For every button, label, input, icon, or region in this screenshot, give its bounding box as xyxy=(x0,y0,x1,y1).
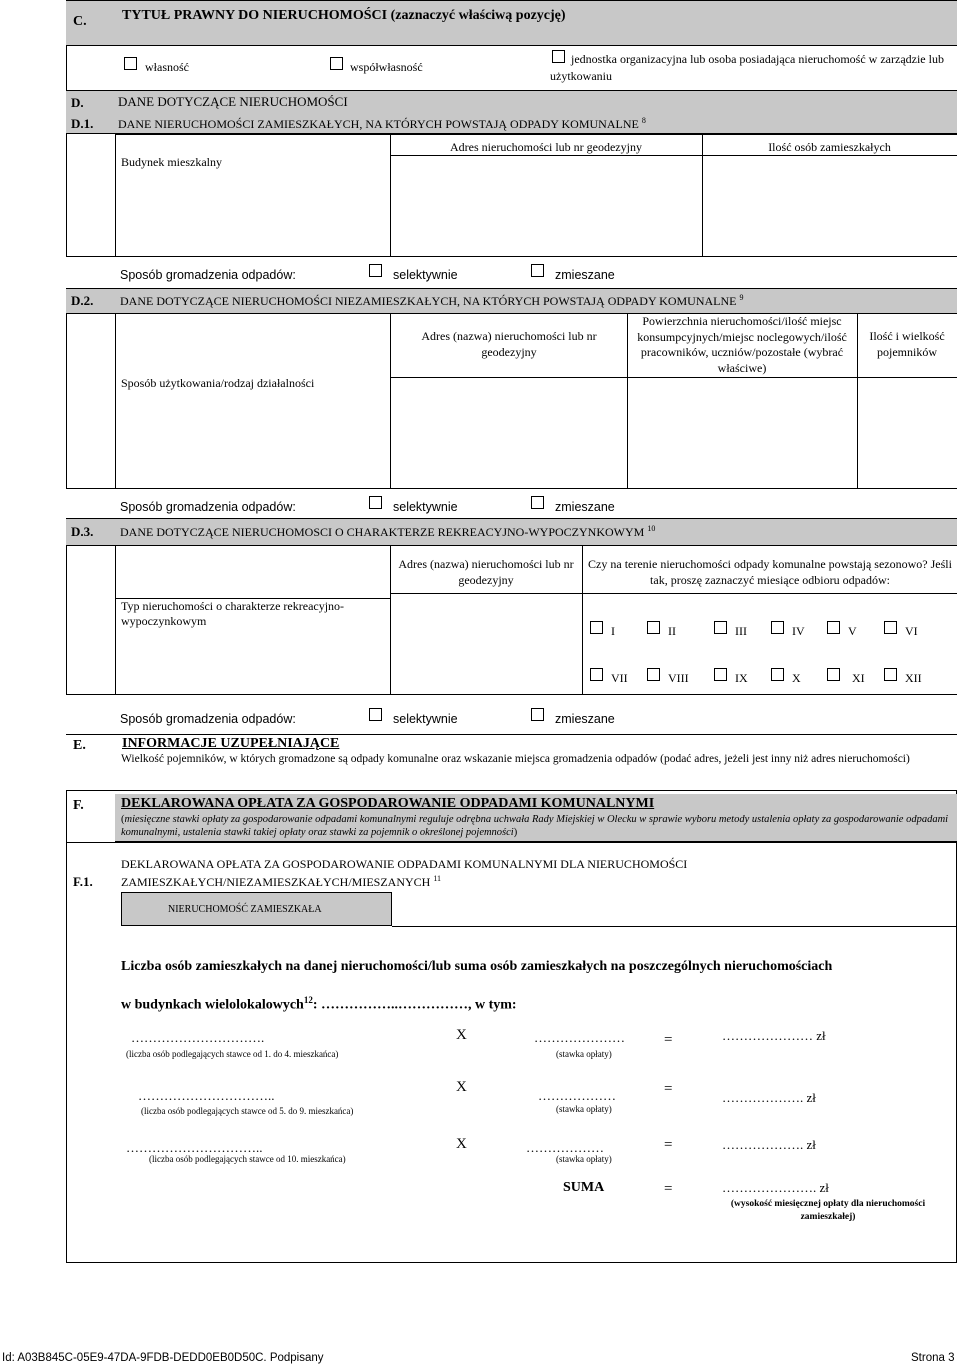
month-x-checkbox[interactable] xyxy=(771,668,784,681)
calc-row-2-equals: = xyxy=(664,1081,673,1097)
sum-note: (wysokość miesięcznej opłaty dla nieruchomości zamieszkałej) xyxy=(730,1199,926,1222)
section-d-title: DANE DOTYCZĄCE NIERUCHOMOŚCI xyxy=(118,94,348,109)
section-e-text: Wielkość pojemników, w których gromadzone są odpady komunalne oraz wskazanie miejsca gromadzenia odpadów (podać adres, jeżeli jest inny niż adres nieruchomości) xyxy=(121,753,910,765)
month-iii-checkbox[interactable] xyxy=(714,621,727,634)
persons-line-2: w budynkach wielolokalowych$^{12}$: ……………..……………, w tym: xyxy=(121,995,517,1013)
section-f-title: DEKLAROWANA OPŁATA ZA GOSPODAROWANIE ODPADAMI KOMUNALNYMI xyxy=(121,796,655,811)
section-f1-title-2: ZAMIESZKAŁYCH/NIEZAMIESZKAŁYCH/MIESZANYCH $^{11}$ xyxy=(121,874,442,889)
co-ownership-checkbox[interactable] xyxy=(330,57,343,70)
month-ii-checkbox[interactable] xyxy=(647,621,660,634)
section-d1-title: DANE NIERUCHOMOŚCI ZAMIESZKAŁYCH, NA KTÓRYCH POWSTAJĄ ODPADY KOMUNALNE $^8$ xyxy=(118,116,646,131)
tab-line xyxy=(392,926,957,927)
month-viii-checkbox[interactable] xyxy=(647,668,660,681)
frame-bottom xyxy=(66,1262,957,1263)
month-xi-checkbox[interactable] xyxy=(827,668,840,681)
d2-collection-label: Sposób gromadzenia odpadów: xyxy=(120,500,296,514)
section-f-code: F. xyxy=(73,798,84,813)
management-label: jednostka organizacyjna lub osoba posiadająca nieruchomość w zarządzie lub użytkowaniu xyxy=(550,52,944,83)
ownership-checkbox[interactable] xyxy=(124,57,137,70)
calc-row-1-persons[interactable]: …………………………. xyxy=(131,1030,265,1045)
d3-mixed-checkbox[interactable] xyxy=(531,708,544,721)
section-d3-code: D.3. xyxy=(71,524,94,539)
d1-mixed-checkbox[interactable] xyxy=(531,264,544,277)
d3-mixed-label: zmieszane xyxy=(555,712,615,726)
footer-id: Id: A03B845C-05E9-47DA-9FDB-DEDD0EB0D50C. Podpisany xyxy=(2,1352,324,1364)
d2-col-area: Powierzchnia nieruchomości/ilość miejsc konsumpcyjnych/miejsc noclegowych/ilość pracowników, uczniów/pozostałe (wybrać właściwe) xyxy=(637,314,847,375)
d1-col-address: Adres nieruchomości lub nr geodezyjny xyxy=(450,140,642,154)
section-e-bottom xyxy=(66,790,957,791)
section-c-title: TYTUŁ PRAWNY DO NIERUCHOMOŚCI (zaznaczyć właściwą pozycję) xyxy=(122,8,566,23)
calc-row-3-persons-label: (liczba osób podlegających stawce od 10. mieszkańca) xyxy=(149,1154,346,1164)
calc-row-1-persons-label: (liczba osób podlegających stawce od 1. do 4. mieszkańca) xyxy=(126,1049,339,1059)
footer-page: Strona 3 xyxy=(911,1352,955,1364)
month-iv-checkbox[interactable] xyxy=(771,621,784,634)
d3-col-address: Adres (nazwa) nieruchomości lub nr geodezyjny xyxy=(398,557,574,587)
calc-row-1-rate-label: (stawka opłaty) xyxy=(556,1049,612,1059)
calc-row-2-persons-label: (liczba osób podlegających stawce od 5. do 9. mieszkańca) xyxy=(141,1106,354,1116)
calc-row-1-result[interactable]: ………………… zł xyxy=(722,1028,826,1043)
calc-row-3-rate-label: (stawka opłaty) xyxy=(556,1154,612,1164)
d2-selective-label: selektywnie xyxy=(393,500,458,514)
month-ix-checkbox[interactable] xyxy=(714,668,727,681)
month-vii-checkbox[interactable] xyxy=(590,668,603,681)
sum-label: SUMA xyxy=(563,1180,605,1195)
persons-line-1: Liczba osób zamieszkałych na danej nieruchomości/lub suma osób zamieszkałych na poszczególnych nieruchomościach xyxy=(121,959,833,974)
d1-collection-label: Sposób gromadzenia odpadów: xyxy=(120,268,296,282)
month-iii-label: III xyxy=(735,624,747,638)
section-e-title: INFORMACJE UZUPEŁNIAJĄCE xyxy=(122,736,340,751)
month-v-checkbox[interactable] xyxy=(827,621,840,634)
section-c-code: C. xyxy=(73,14,87,29)
d1-col-persons: Ilość osób zamieszkałych xyxy=(768,140,891,154)
d2-col-address: Adres (nazwa) nieruchomości lub nr geodezyjny xyxy=(421,329,597,359)
calc-row-3-equals: = xyxy=(664,1137,673,1153)
tab-inhabited-label: NIERUCHOMOŚĆ ZAMIESZKAŁA xyxy=(168,904,322,915)
calc-row-2-result[interactable]: ………………. zł xyxy=(722,1090,816,1105)
section-f-note: (miesięczne stawki opłaty za gospodarowanie odpadami komunalnymi reguluje odrębna uchwała Rady Miejskiej w Olecku w sprawie wyboru metody ustalenia opłaty za gospodarowanie odpadami komunalnymi, ustalenia stawki takiej opłaty oraz stawki za pojemnik o określonej pojemności) xyxy=(121,814,949,838)
section-d1-code: D.1. xyxy=(71,116,94,131)
section-f1-top xyxy=(66,842,957,843)
month-ix-label: IX xyxy=(735,671,748,685)
frame-left xyxy=(66,0,67,1262)
d3-col-seasonal: Czy na terenie nieruchomości odpady komunalne powstają sezonowo? Jeśli tak, proszę zaznaczyć miesiące odbioru odpadów: xyxy=(588,557,952,587)
month-i-checkbox[interactable] xyxy=(590,621,603,634)
month-vi-checkbox[interactable] xyxy=(884,621,897,634)
month-vi-label: VI xyxy=(905,624,918,638)
co-ownership-label: współwłasność xyxy=(350,60,423,74)
month-viii-label: VIII xyxy=(668,671,689,685)
calc-row-1-times: X xyxy=(456,1027,467,1043)
calc-row-2-times: X xyxy=(456,1079,467,1095)
calc-row-3-persons[interactable]: ………………………….. xyxy=(126,1140,263,1155)
d3-col-type: Typ nieruchomości o charakterze rekreacyjno-wypoczynkowym xyxy=(121,599,345,628)
d2-mixed-label: zmieszane xyxy=(555,500,615,514)
calc-row-3-result[interactable]: ………………. zł xyxy=(722,1137,816,1152)
d1-col-building: Budynek mieszkalny xyxy=(121,155,222,169)
d3-selective-label: selektywnie xyxy=(393,712,458,726)
d3-collection-label: Sposób gromadzenia odpadów: xyxy=(120,712,296,726)
d3-selective-checkbox[interactable] xyxy=(369,708,382,721)
month-xii-label: XII xyxy=(905,671,922,685)
d1-mixed-label: zmieszane xyxy=(555,268,615,282)
calc-row-2-rate[interactable]: ……………… xyxy=(538,1088,616,1103)
section-d2-title: DANE DOTYCZĄCE NIERUCHOMOŚCI NIEZAMIESZKAŁYCH, NA KTÓRYCH POWSTAJĄ ODPADY KOMUNALNE $^9$ xyxy=(120,293,744,308)
month-ii-label: II xyxy=(668,624,676,638)
month-v-label: V xyxy=(848,624,857,638)
calc-row-3-rate[interactable]: ……………… xyxy=(526,1140,604,1155)
sum-equals: = xyxy=(664,1181,673,1197)
section-e-code: E. xyxy=(73,738,86,753)
section-f1-code: F.1. xyxy=(73,874,93,889)
ownership-label: własność xyxy=(145,60,189,74)
calc-row-3-times: X xyxy=(456,1136,467,1152)
section-d2-code: D.2. xyxy=(71,293,94,308)
calc-row-2-persons[interactable]: ………………………….. xyxy=(138,1088,275,1103)
month-xii-checkbox[interactable] xyxy=(884,668,897,681)
d1-selective-checkbox[interactable] xyxy=(369,264,382,277)
month-i-label: I xyxy=(611,624,615,638)
d1-selective-label: selektywnie xyxy=(393,268,458,282)
calc-row-1-equals: = xyxy=(664,1032,673,1048)
calc-row-2-rate-label: (stawka opłaty) xyxy=(556,1104,612,1114)
calc-row-1-rate[interactable]: ………………… xyxy=(534,1030,625,1045)
d2-selective-checkbox[interactable] xyxy=(369,496,382,509)
d2-mixed-checkbox[interactable] xyxy=(531,496,544,509)
month-xi-label: XI xyxy=(852,671,865,685)
month-iv-label: IV xyxy=(792,624,805,638)
month-x-label: X xyxy=(792,671,801,685)
month-vii-label: VII xyxy=(611,671,628,685)
section-f1-title-1: DEKLAROWANA OPŁATA ZA GOSPODAROWANIE ODPADAMI KOMUNALNYMI DLA NIERUCHOMOŚCI xyxy=(121,857,688,871)
sum-result[interactable]: …………………. zł xyxy=(722,1180,829,1195)
section-d3-title: DANE DOTYCZĄCE NIERUCHOMOSCI O CHARAKTERZE REKREACYJNO-WYPOCZYNKOWYM $^{10}$ xyxy=(120,524,656,539)
section-d-code: D. xyxy=(71,95,84,110)
d2-col-containers: Ilość i wielkość pojemników xyxy=(869,329,945,359)
d2-col-usage: Sposób użytkowania/rodzaj działalności xyxy=(121,376,315,390)
